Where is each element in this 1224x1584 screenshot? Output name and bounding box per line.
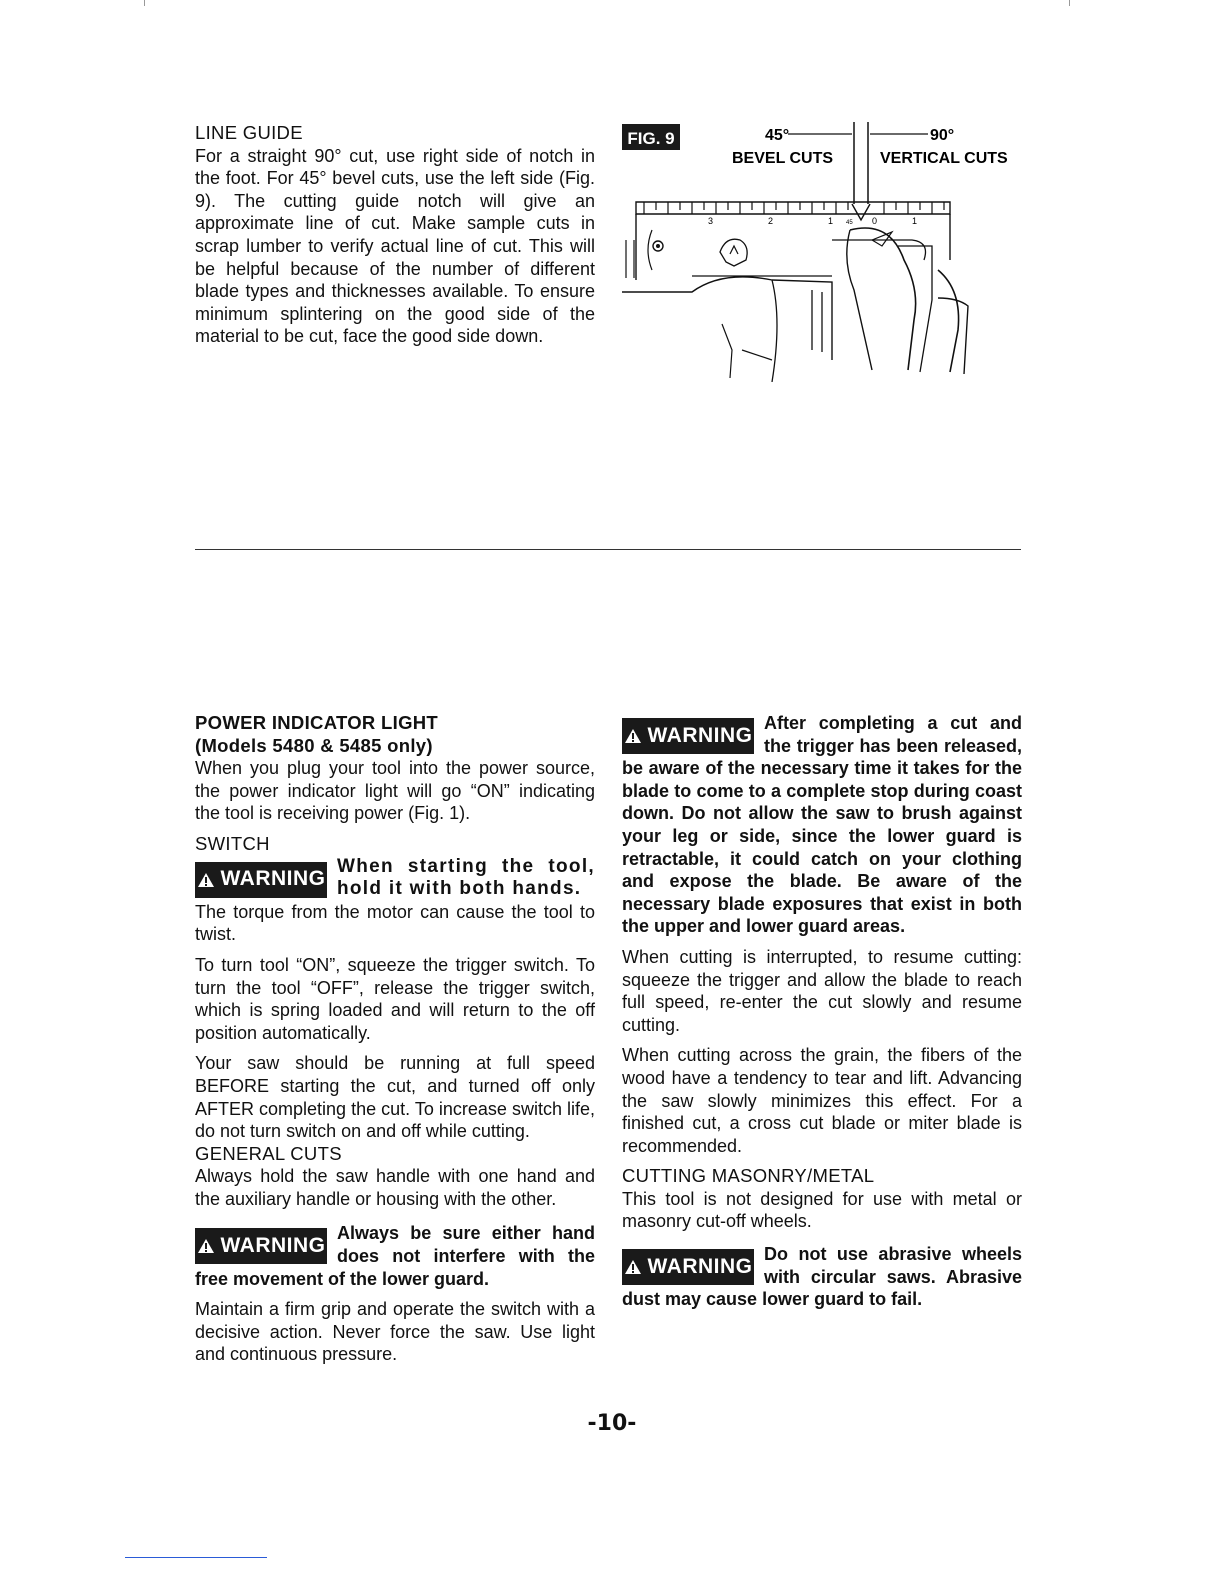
crop-mark-right <box>1069 0 1070 6</box>
cross-grain-text: When cutting across the grain, the fibers of the wood have a tendency to tear and lift. Advancing the saw slowly minimizes this effect. For a finished cut, a cross cut blade or miter blade is recommended. <box>622 1045 1022 1156</box>
warning-triangle-icon <box>624 728 642 744</box>
line-guide-heading: LINE GUIDE <box>195 122 303 143</box>
bevel-label: BEVEL CUTS <box>732 150 834 167</box>
saw-foot-illustration <box>622 120 1022 382</box>
scale-num-3: 3 <box>708 216 714 226</box>
left-column <box>195 712 595 1366</box>
masonry-warning <box>622 1243 1022 1311</box>
scale-num-1: 1 <box>828 216 834 226</box>
switch-p3: Your saw should be running at full speed BEFORE starting the cut, and turned off only AFTER completing the cut. To increase switch life, do not turn switch on and off while cutting. <box>195 1053 595 1142</box>
scale-num-45: 45 <box>846 220 853 226</box>
general-cuts-warning <box>195 1222 595 1290</box>
switch-p2: To turn tool “ON”, squeeze the trigger switch. To turn the tool “OFF”, release the trigger switch, which is spring loaded and will return to the off position automatically. <box>195 954 595 1043</box>
power-light-subheading: (Models 5480 & 5485 only) <box>195 734 433 756</box>
vertical-angle: 90° <box>930 127 955 144</box>
scale-num-0: 0 <box>872 216 878 226</box>
page-number: -10- <box>587 1411 637 1436</box>
general-cuts-warning-text: Always be sure either hand does not interfere with the free movement of the lower guard. <box>195 1223 595 1289</box>
coast-down-warning <box>622 712 1022 938</box>
figure-9 <box>622 120 1022 382</box>
switch-warning <box>195 856 595 901</box>
general-cuts-p1: Always hold the saw handle with one hand and the auxiliary handle or housing with the other. <box>195 1166 595 1209</box>
resume-cutting-text: When cutting is interrupted, to resume cutting: squeeze the trigger and allow the blade to reach full speed, re-enter the cut slowly and resume cutting. <box>622 946 1022 1035</box>
masonry-warning-text: Do not use abrasive wheels with circular saws. Abrasive dust may cause lower guard to fail. <box>622 1244 1022 1310</box>
warning-label: WARNING <box>220 867 326 891</box>
right-column <box>622 712 1022 1311</box>
masonry-heading: CUTTING MASONRY/METAL <box>622 1165 875 1187</box>
switch-warning-text: When starting the tool, hold it with both hands. <box>337 855 595 900</box>
footer-rule <box>125 1557 267 1558</box>
vertical-label: VERTICAL CUTS <box>880 150 1008 167</box>
warning-triangle-icon <box>197 1238 215 1254</box>
warning-label: WARNING <box>220 1234 326 1258</box>
bevel-angle: 45° <box>765 127 790 144</box>
warning-badge <box>195 862 327 898</box>
switch-p1: The torque from the motor can cause the tool to twist. <box>195 901 595 945</box>
general-cuts-p2: Maintain a firm grip and operate the switch with a decisive action. Never force the saw. Use light and continuous pressure. <box>195 1299 595 1365</box>
warning-badge <box>622 718 754 754</box>
warning-badge <box>195 1228 327 1264</box>
fig-label: FIG. 9 <box>627 129 675 148</box>
line-guide-section <box>195 122 595 348</box>
switch-heading: SWITCH <box>195 832 270 854</box>
masonry-p1: This tool is not designed for use with metal or masonry cut-off wheels. <box>622 1188 1022 1232</box>
crop-mark-left <box>144 0 145 6</box>
power-light-body: When you plug your tool into the power source, the power indicator light will go “ON” indicating the tool is receiving power (Fig. 1). <box>195 758 595 824</box>
warning-triangle-icon <box>624 1259 642 1275</box>
warning-badge <box>622 1249 754 1285</box>
warning-triangle-icon <box>197 872 215 888</box>
power-light-heading: POWER INDICATOR LIGHT <box>195 712 439 733</box>
section-divider <box>195 549 1021 550</box>
coast-down-warning-text: After completing a cut and the trigger has been released, be aware of the necessary time it takes for the blade to come to a complete stop during coast down. Do not allow the saw to brush against your leg or side, since the lower guard is retractable, it could catch on your clothing and expose the blade. Be aware of the necessary blade exposures that exist in both the upper and lower guard areas. <box>622 713 1022 937</box>
warning-label: WARNING <box>647 723 753 747</box>
scale-num-2: 2 <box>768 216 774 226</box>
general-cuts-heading: GENERAL CUTS <box>195 1142 342 1164</box>
line-guide-body: For a straight 90° cut, use right side of notch in the foot. For 45° bevel cuts, use the left side (Fig. 9). The cutting guide notch will give an approximate line of cut. Make sample cuts in scrap lumber to verify actual line of cut. This will be helpful because of the number of different blade types and thicknesses available. To ensure minimum splintering on the good side of the material to be cut, face the good side down. <box>195 145 595 347</box>
scale-num-1b: 1 <box>912 216 918 226</box>
warning-label: WARNING <box>647 1254 753 1278</box>
